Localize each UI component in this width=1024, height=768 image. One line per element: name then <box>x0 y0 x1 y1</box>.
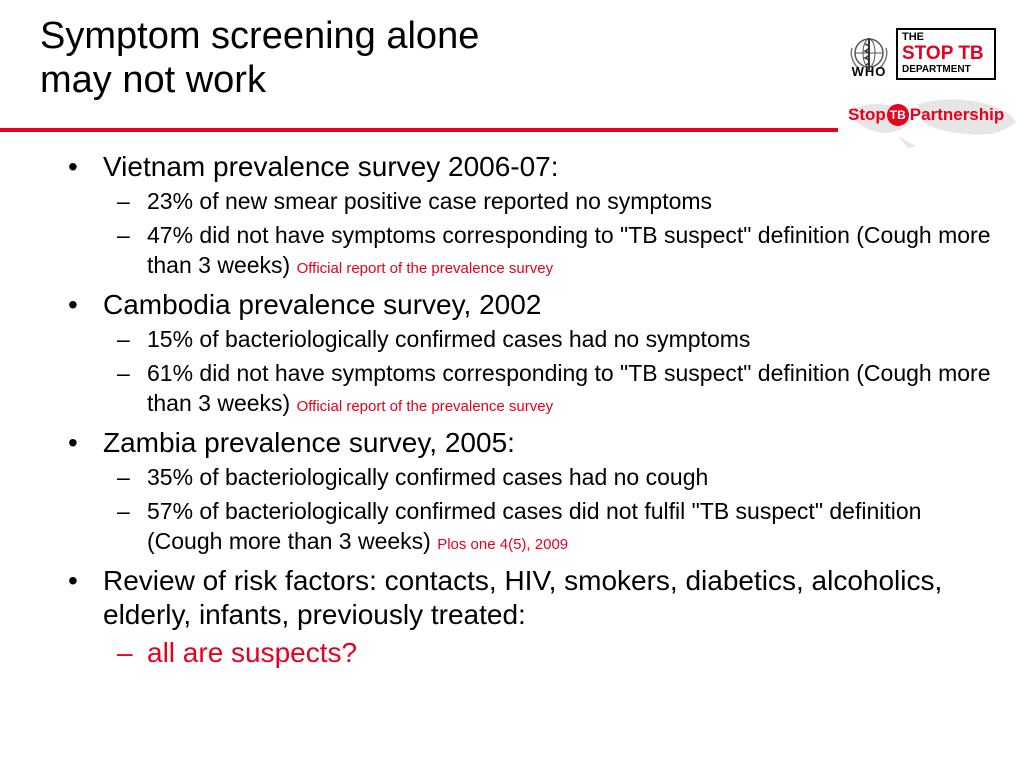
title-underline <box>0 128 838 132</box>
stop-tb-the: THE <box>902 31 924 43</box>
bullet-risk-factors <box>0 564 1024 632</box>
dash-marker: – <box>117 326 130 352</box>
bullet-text: Zambia prevalence survey, 2005: <box>103 427 515 458</box>
reference-note: Official report of the prevalence survey <box>296 260 554 277</box>
sub-bullet <box>0 462 1024 492</box>
sub-bullet-text: 47% did not have symptoms corresponding to "TB suspect" definition (Cough more than 3 weeks) <box>147 222 991 278</box>
dash-marker: – <box>117 360 130 386</box>
slide-title-line-2: may not work <box>40 59 266 101</box>
stop-tb-partnership-logo <box>848 104 1004 126</box>
sub-bullet-text: 35% of bacteriologically confirmed cases had no cough <box>147 464 709 490</box>
slide-body <box>0 150 1024 676</box>
partnership-stop: Stop <box>848 105 886 124</box>
reference-note: Plos one 4(5), 2009 <box>437 536 569 553</box>
partnership-tb-circle: TB <box>887 104 909 126</box>
bullet-marker: • <box>68 565 78 596</box>
dash-marker: – <box>117 637 133 668</box>
sub-bullet <box>0 186 1024 216</box>
who-label: WHO <box>851 64 887 79</box>
bullet-marker: • <box>68 289 78 320</box>
sub-bullet <box>0 496 1024 560</box>
dash-marker: – <box>117 498 130 524</box>
bullet-zambia <box>0 426 1024 460</box>
stop-tb-department-logo <box>896 28 996 80</box>
dash-marker: – <box>117 464 130 490</box>
dash-marker: – <box>117 222 130 248</box>
stop-tb-department: DEPARTMENT <box>902 64 971 75</box>
sub-bullet-text: 15% of bacteriologically confirmed cases had no symptoms <box>147 326 751 352</box>
bullet-text: Cambodia prevalence survey, 2002 <box>103 289 542 320</box>
sub-bullet <box>0 324 1024 354</box>
stop-tb-name: STOP TB <box>902 43 984 64</box>
sub-bullet-text: 23% of new smear positive case reported no symptoms <box>147 188 713 214</box>
bullet-marker: • <box>68 151 78 182</box>
sub-bullet-text: all are suspects? <box>147 637 358 668</box>
partnership-word: Partnership <box>909 105 1005 124</box>
bullet-cambodia <box>0 288 1024 322</box>
dash-marker: – <box>117 188 130 214</box>
reference-note: Official report of the prevalence survey <box>296 398 554 415</box>
slide-title-line-1: Symptom screening alone <box>40 15 480 57</box>
sub-bullet-text: 61% did not have symptoms corresponding to "TB suspect" definition (Cough more than 3 weeks) <box>147 360 991 416</box>
sub-bullet <box>0 358 1024 422</box>
bullet-text: Vietnam prevalence survey 2006-07: <box>103 151 559 182</box>
sub-bullet <box>0 220 1024 284</box>
bullet-text: Review of risk factors: contacts, HIV, smokers, diabetics, alcoholics, elderly, infants, previously treated: <box>103 565 943 630</box>
slide-title <box>40 14 479 102</box>
bullet-vietnam <box>0 150 1024 184</box>
sub-bullet-question <box>0 634 1024 672</box>
bullet-marker: • <box>68 427 78 458</box>
sub-bullet-text: 57% of bacteriologically confirmed cases did not fulfil "TB suspect" definition (Cough more than 3 weeks) <box>147 498 922 554</box>
